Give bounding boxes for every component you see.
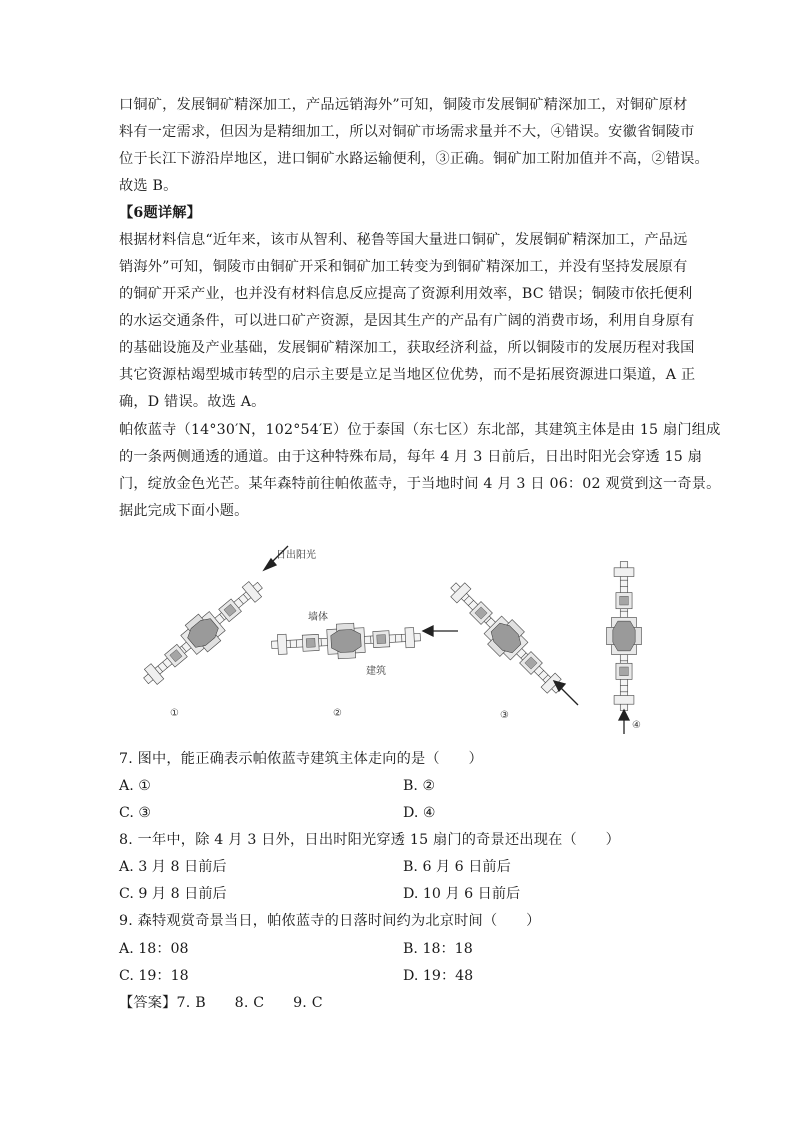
text-line: 的一条两侧通透的通道。由于这种特殊布局，每年 4 月 3 日前后，日出时阳光会穿透 15 扇: [119, 449, 703, 465]
q7-option-b[interactable]: B. ②: [403, 778, 436, 794]
q9-option-c[interactable]: C. 19：18: [119, 968, 189, 984]
panel-label-1: ①: [170, 708, 179, 719]
text-line: 确，D 错误。故选 A。: [119, 394, 266, 410]
section-heading: 【6题详解】: [119, 205, 202, 221]
q9-option-a[interactable]: A. 18：08: [119, 941, 189, 957]
q7-option-a[interactable]: A. ①: [119, 778, 151, 794]
temple-plan-3: [441, 573, 571, 703]
q7-option-d[interactable]: D. ④: [403, 805, 436, 821]
temple-plan-2: [271, 620, 421, 662]
text-line: 的水运交通条件，可以进口矿产资源，是因其生产的产品有广阔的消费市场，利用自身原有: [119, 313, 695, 329]
q9-option-d[interactable]: D. 19：48: [403, 968, 474, 984]
panel-label-3: ③: [500, 710, 509, 721]
building-label: 建筑: [366, 666, 386, 677]
text-line: 其它资源枯竭型城市转型的启示主要是立足当地区位优势，而不是拓展资源进口渠道，A 正: [119, 367, 696, 383]
temple-plan-4: [607, 562, 642, 711]
text-line: 故选 B。: [119, 178, 178, 194]
text-line: 销海外”可知，铜陵市由铜矿开采和铜矿加工转变为到铜矿精深加工，并没有坚持发展原有: [119, 259, 688, 275]
text-line: 门，绽放金色光芒。某年森特前往帕侬蓝寺，于当地时间 4 月 3 日 06：02 观赏到这一奇景。: [119, 476, 721, 492]
text-line: 口铜矿，发展铜矿精深加工，产品远销海外”可知，铜陵市发展铜矿精深加工，对铜矿原材: [119, 97, 688, 113]
q8-option-c[interactable]: C. 9 月 8 日前后: [119, 886, 227, 902]
text-line: 位于长江下游沿岸地区，进口铜矿水路运输便利，③正确。铜矿加工附加值并不高，②错误。: [119, 151, 709, 167]
text-line: 的铜矿开采产业，也并没有材料信息反应提高了资源利用效率，BC 错误；铜陵市依托便利: [119, 286, 693, 302]
sunrise-label: 日出阳光: [276, 550, 316, 561]
q8-option-d[interactable]: D. 10 月 6 日前后: [403, 886, 521, 902]
question-8-stem: 8. 一年中，除 4 月 3 日外，日出时阳光穿透 15 扇门的奇景还出现在（ ）: [119, 832, 621, 848]
answer-line: 【答案】7. B 8. C 9. C: [119, 995, 323, 1011]
question-7-stem: 7. 图中，能正确表示帕侬蓝寺建筑主体走向的是（ ）: [119, 751, 483, 767]
text-line: 根据材料信息“近年来，该市从智利、秘鲁等国大量进口铜矿，发展铜矿精深加工，产品远: [119, 232, 688, 248]
sunrise-arrow-3: [554, 681, 578, 705]
sunrise-arrow-2: [423, 626, 458, 636]
sunrise-arrow-4: [619, 710, 629, 734]
text-line: 据此完成下面小题。: [119, 503, 249, 519]
text-line: 料有一定需求，但因为是精细加工，所以对铜矿市场需求量并不大，④错误。安徽省铜陵市: [119, 124, 695, 140]
text-line: 的基础设施及产业基础，发展铜矿精深加工，获取经济利益，所以铜陵市的发展历程对我国: [119, 340, 695, 356]
temple-plan-drawing: [128, 538, 668, 738]
q7-option-c[interactable]: C. ③: [119, 805, 152, 821]
text-line: 帕侬蓝寺（14°30′N，102°54′E）位于泰国（东七区）东北部，其建筑主体是由 15 扇门组成: [119, 422, 721, 438]
wall-label: 墙体: [308, 612, 328, 623]
question-9-stem: 9. 森特观赏奇景当日，帕侬蓝寺的日落时间约为北京时间（ ）: [119, 913, 541, 929]
panel-label-4: ④: [632, 720, 641, 731]
panel-label-2: ②: [333, 708, 342, 719]
temple-plan-figure: [128, 538, 668, 738]
q8-option-a[interactable]: A. 3 月 8 日前后: [119, 859, 227, 875]
q9-option-b[interactable]: B. 18：18: [403, 941, 473, 957]
temple-plan-1: [135, 572, 271, 694]
q8-option-b[interactable]: B. 6 月 6 日前后: [403, 859, 511, 875]
